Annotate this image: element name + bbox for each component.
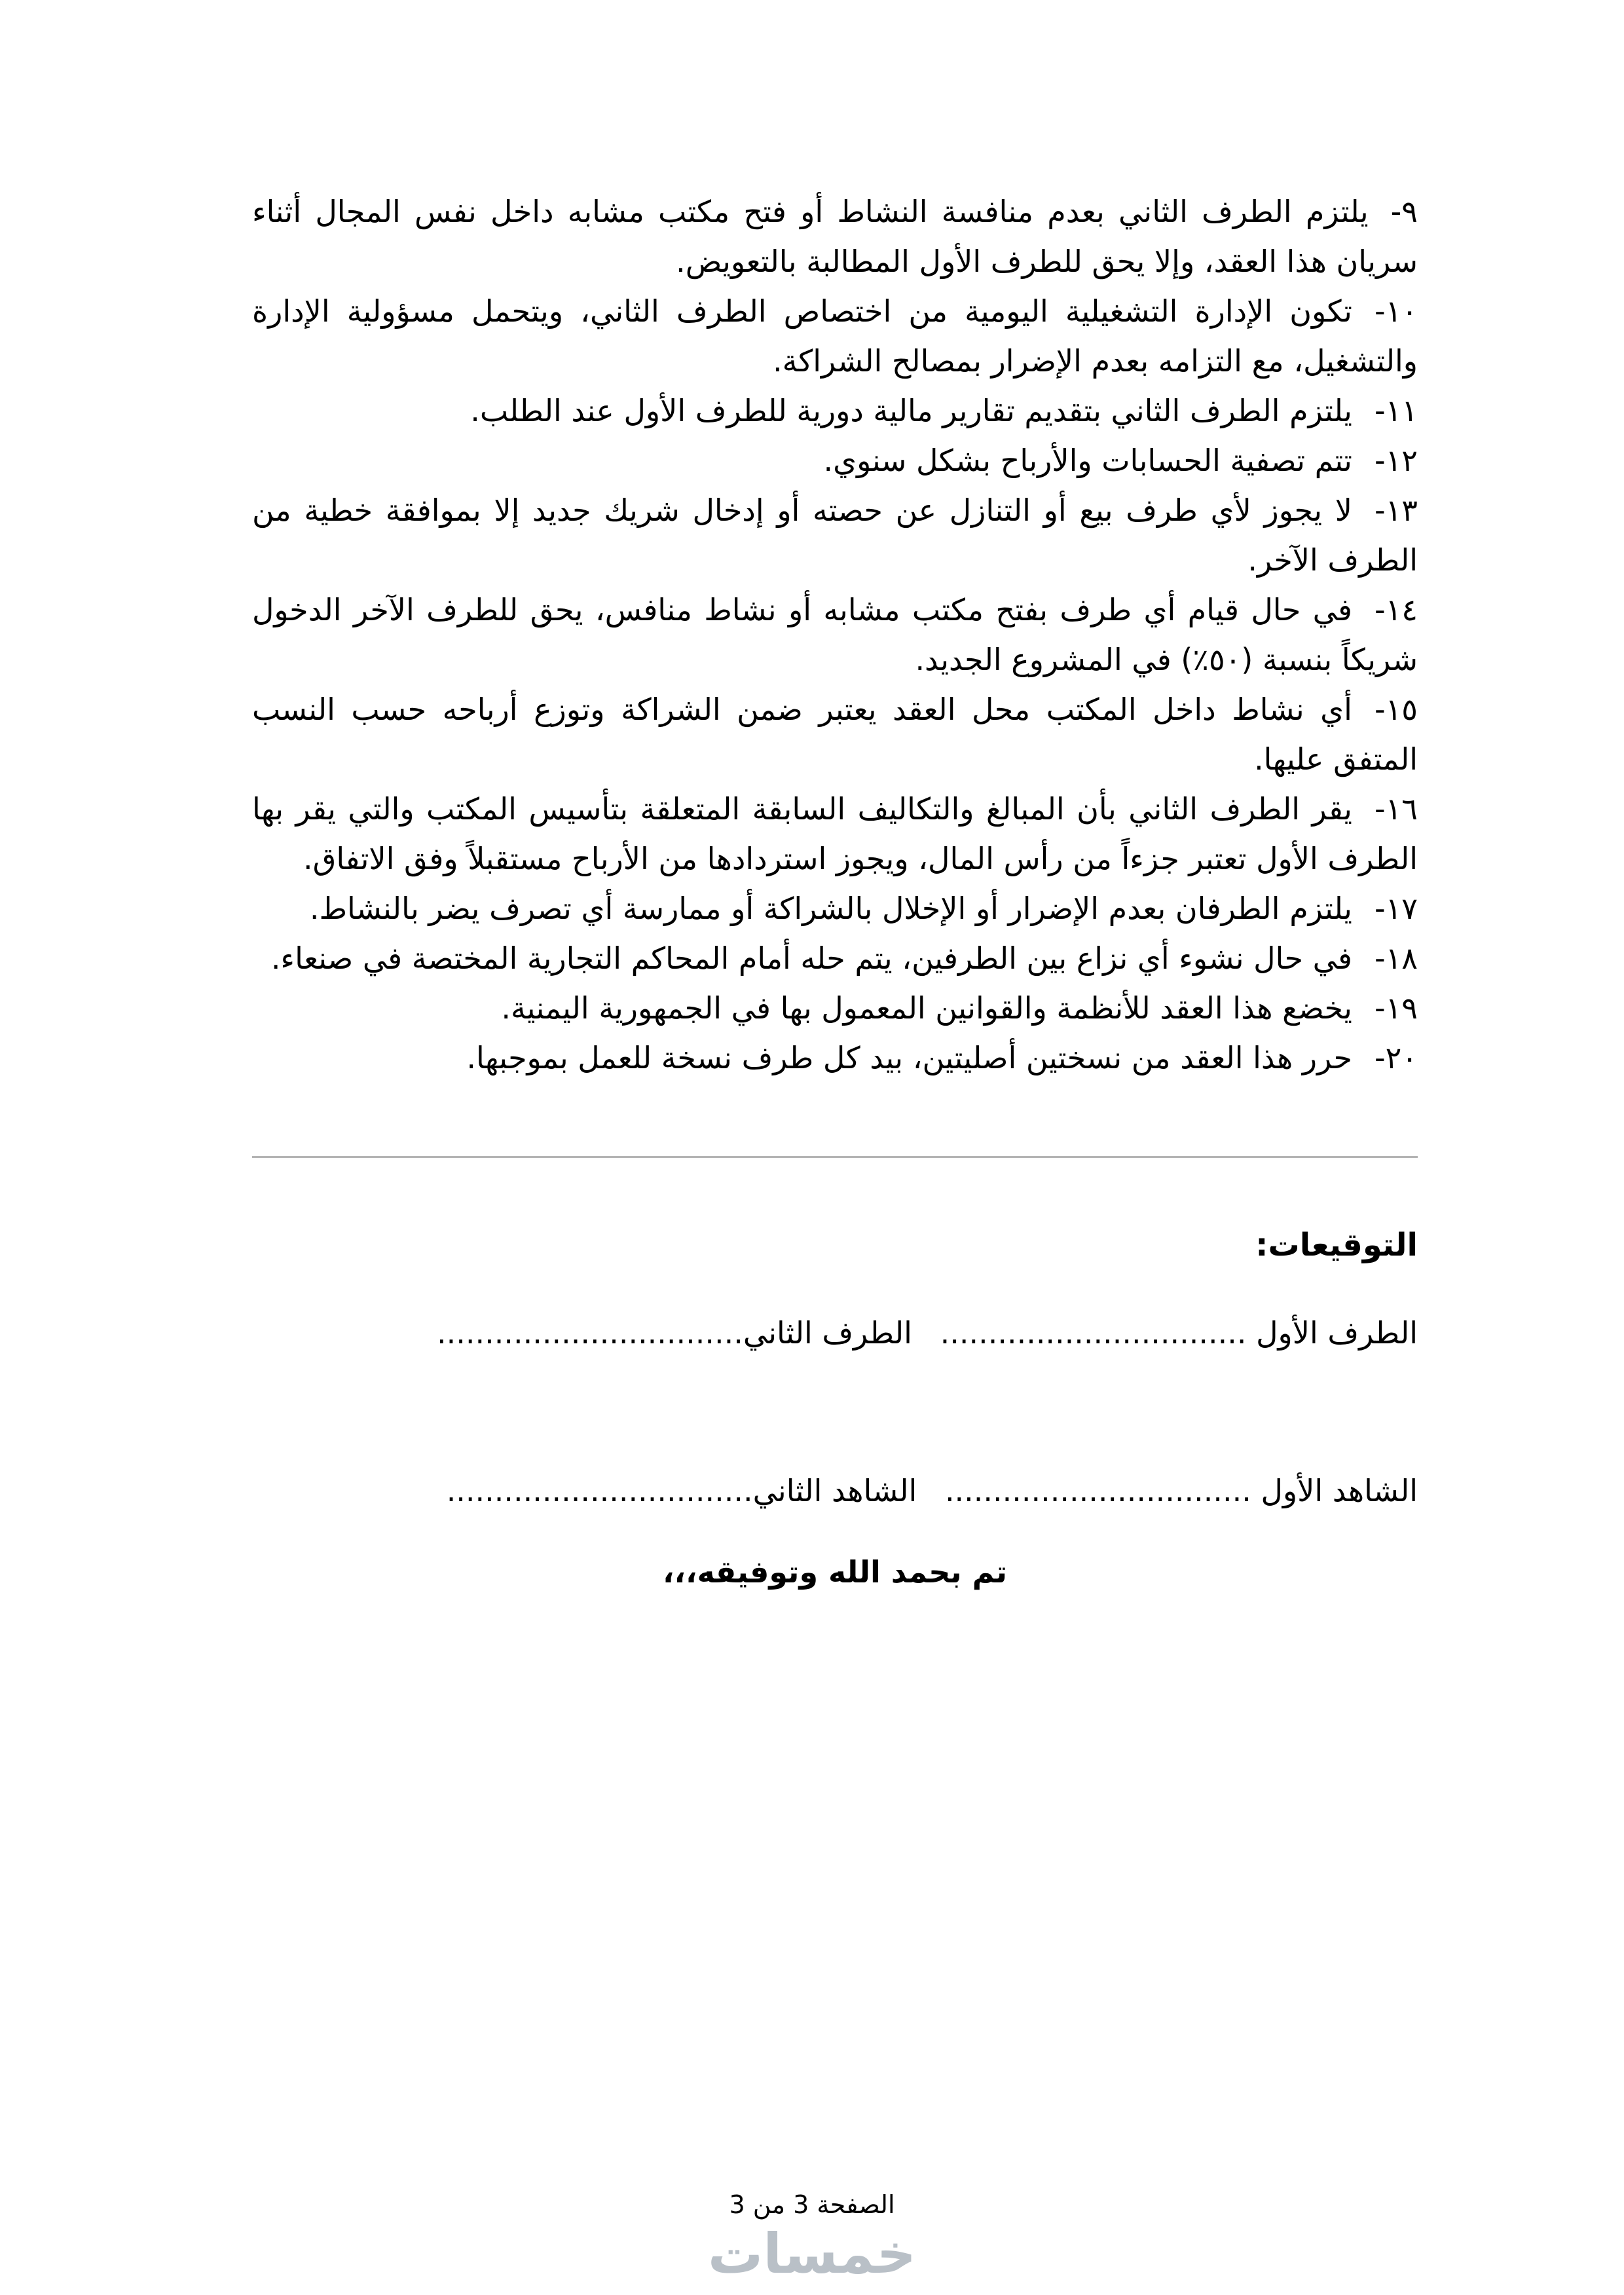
contract-clause (252, 286, 1418, 386)
clause-number: ١٤- (1374, 592, 1418, 627)
witness2-label: الشاهد الثاني (752, 1473, 917, 1508)
clause-text: يخضع هذا العقد للأنظمة والقوانين المعمول بها في الجمهورية اليمنية. (501, 990, 1352, 1026)
clause-text: تتم تصفية الحسابات والأرباح بشكل سنوي. (823, 443, 1352, 478)
clause-text: يلتزم الطرف الثاني بعدم منافسة النشاط أو فتح مكتب مشابه داخل نفس المجال أثناء سريان هذا العقد، وإلا يحق للطرف الأول المطالبة بالتعويض. (252, 194, 1418, 279)
clause-number: ١٨- (1374, 941, 1418, 976)
clause-number: ٢٠- (1374, 1040, 1418, 1075)
contract-clause (252, 1033, 1418, 1083)
khamsat-watermark: خمسات (707, 2222, 917, 2286)
clause-text: في حال نشوء أي نزاع بين الطرفين، يتم حله أمام المحاكم التجارية المختصة في صنعاء. (270, 941, 1352, 976)
clause-text: يلتزم الطرف الثاني بتقديم تقارير مالية دورية للطرف الأول عند الطلب. (470, 393, 1352, 428)
clause-number: ١٣- (1374, 493, 1418, 528)
clause-text: يقر الطرف الثاني بأن المبالغ والتكاليف السابقة المتعلقة بتأسيس المكتب والتي يقر بها الطرف الأول تعتبر جزءاً من رأس المال، ويجوز استردادها من الأرباح مستقبلاً وفق الاتفاق. (252, 791, 1418, 876)
page-number-footer: الصفحة 3 من 3 (729, 2190, 895, 2219)
contract-clause (252, 933, 1418, 983)
clause-text: يلتزم الطرفان بعدم الإضرار أو الإخلال بالشراكة أو ممارسة أي تصرف يضر بالنشاط. (309, 891, 1352, 926)
contract-clause (252, 187, 1418, 286)
clause-text: أي نشاط داخل المكتب محل العقد يعتبر ضمن الشراكة وتوزع أرباحه حسب النسب المتفق عليها. (252, 692, 1418, 777)
contract-clause (252, 436, 1418, 485)
section-divider (252, 1156, 1418, 1158)
clause-text: لا يجوز لأي طرف بيع أو التنازل عن حصته أو إدخال شريك جديد إلا بموافقة خطية من الطرف الآخر. (252, 493, 1418, 578)
clause-number: ١٩- (1374, 990, 1418, 1026)
clause-number: ١٦- (1374, 791, 1418, 827)
contract-clause (252, 485, 1418, 585)
party1-label: الطرف الأول (1256, 1315, 1418, 1351)
clause-number: ١٧- (1374, 891, 1418, 926)
contract-clause (252, 585, 1418, 684)
signature-row-parties (252, 1308, 1418, 1358)
contract-clause (252, 386, 1418, 436)
contract-clause (252, 884, 1418, 933)
party2-label: الطرف الثاني (743, 1315, 912, 1351)
clause-number: ١٥- (1374, 692, 1418, 727)
party2-signature-line: ................................ (437, 1315, 743, 1351)
witness1-signature-line: ................................ (944, 1473, 1251, 1508)
closing-phrase: تم بحمد الله وتوفيقه،،، (663, 1554, 1007, 1590)
witness1-label: الشاهد الأول (1261, 1473, 1418, 1508)
contract-clause (252, 983, 1418, 1033)
witness2-signature-line: ................................ (446, 1473, 753, 1508)
contract-clause (252, 784, 1418, 884)
clause-number: ١١- (1374, 393, 1418, 428)
signature-row-witnesses (252, 1466, 1418, 1516)
party1-signature-line: ................................ (940, 1315, 1247, 1351)
clause-text: في حال قيام أي طرف بفتح مكتب مشابه أو نشاط منافس، يحق للطرف الآخر الدخول شريكاً بنسبة (٥٠٪) في المشروع الجديد. (252, 592, 1418, 677)
signatures-heading: التوقيعات: (1255, 1227, 1418, 1263)
clause-number: ٩- (1390, 194, 1418, 229)
clause-number: ١٢- (1374, 443, 1418, 478)
contract-clause (252, 684, 1418, 784)
clause-number: ١٠- (1374, 293, 1418, 329)
clause-text: تكون الإدارة التشغيلية اليومية من اختصاص الطرف الثاني، ويتحمل مسؤولية الإدارة والتشغيل، مع التزامه بعدم الإضرار بمصالح الشراكة. (252, 293, 1418, 379)
clause-text: حرر هذا العقد من نسختين أصليتين، بيد كل طرف نسخة للعمل بموجبها. (466, 1040, 1352, 1075)
